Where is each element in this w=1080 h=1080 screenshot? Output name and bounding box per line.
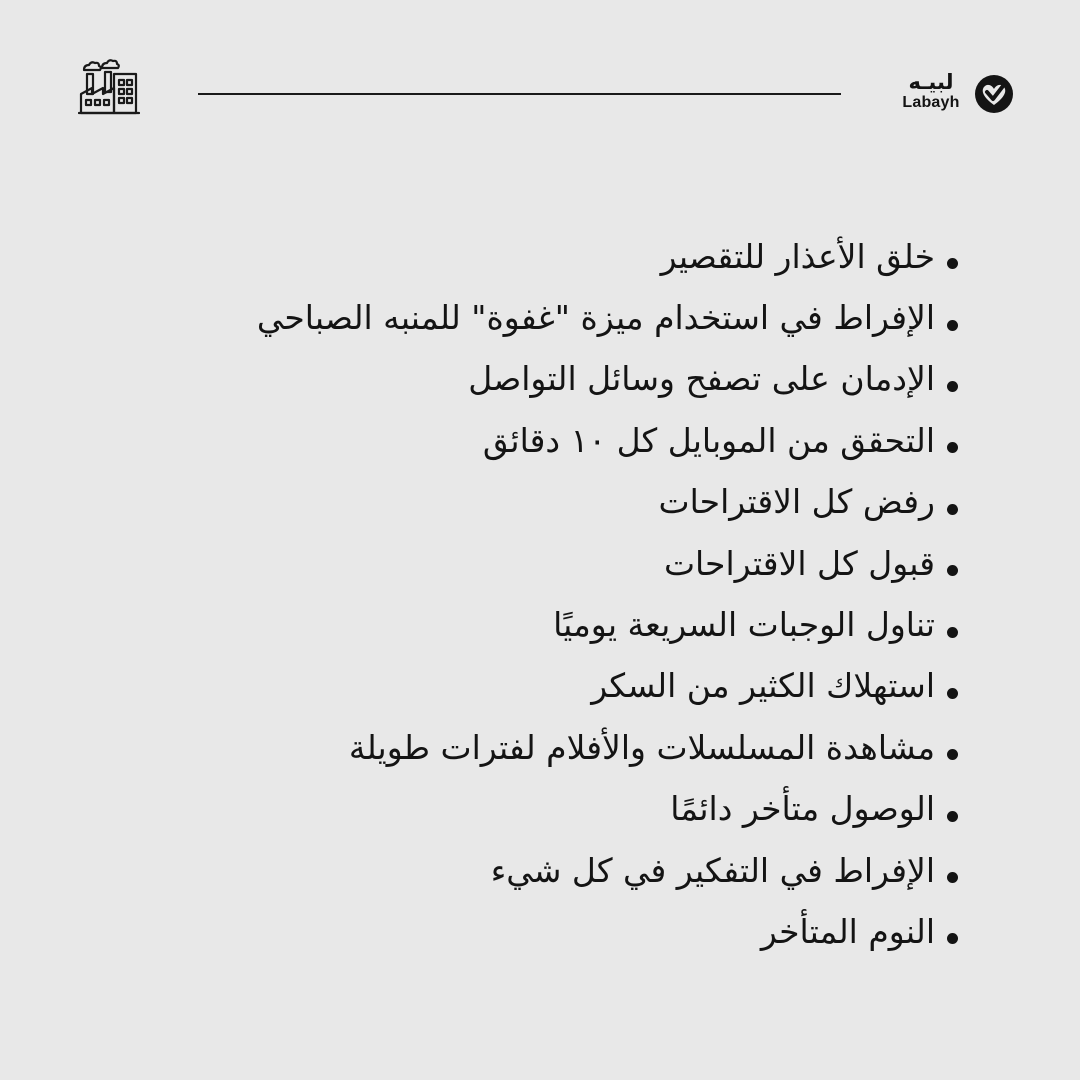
habit-text: التحقق من الموبايل كل ١٠ دقائق [482,420,935,460]
list-item [257,901,958,962]
habit-text: خلق الأعذار للتقصير [660,236,935,276]
header-divider [198,93,841,95]
brand-logo-group [896,70,1020,120]
bullet-icon [947,320,958,331]
list-item [257,656,958,717]
bullet-icon [947,258,958,269]
heart-checkmark-logo-icon [973,73,1015,115]
list-item [257,779,958,840]
brand-latin-name: Labayh [902,94,960,111]
habit-text: تناول الوجبات السريعة يوميًا [553,605,935,645]
brand-wordmark [896,70,966,112]
bullet-icon [947,811,958,822]
list-item [257,840,958,901]
list-item [257,226,958,287]
list-item [257,594,958,655]
list-item [257,717,958,778]
bullet-icon [947,627,958,638]
bullet-icon [947,749,958,760]
habit-text: النوم المتأخر [760,911,935,951]
list-item [257,472,958,533]
list-item [257,287,958,348]
habit-text: الوصول متأخر دائمًا [670,789,935,829]
bad-habits-list [257,226,958,963]
habit-text: مشاهدة المسلسلات والأفلام لفترات طويلة [348,727,935,767]
habit-text: الإفراط في استخدام ميزة "غفوة" للمنبه الصباحي [256,298,935,338]
bullet-icon [947,688,958,699]
list-item [257,410,958,471]
bullet-icon [947,381,958,392]
bullet-icon [947,504,958,515]
habit-text: قبول كل الاقتراحات [663,543,935,583]
factory-icon [78,58,140,116]
list-item [257,533,958,594]
brand-arabic-name: لبيـه [908,70,954,94]
bullet-icon [947,442,958,453]
habit-text: الإدمان على تصفح وسائل التواصل [468,359,935,399]
bullet-icon [947,565,958,576]
list-item [257,349,958,410]
habit-text: استهلاك الكثير من السكر [591,666,935,706]
bullet-icon [947,933,958,944]
habit-text: رفض كل الاقتراحات [658,482,935,522]
habit-text: الإفراط في التفكير في كل شيء [490,850,935,890]
bullet-icon [947,872,958,883]
